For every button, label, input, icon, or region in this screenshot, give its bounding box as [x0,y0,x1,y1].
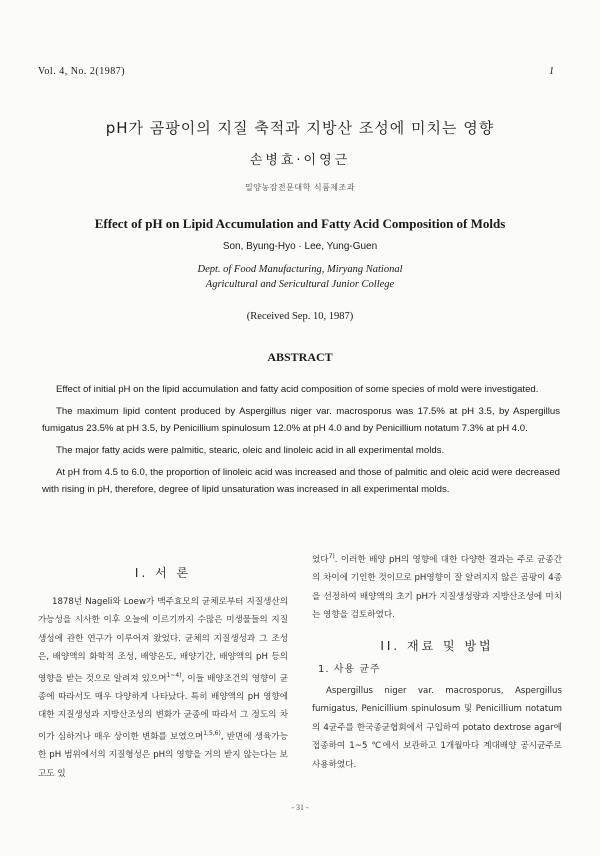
received-date: (Received Sep. 10, 1987) [246,311,354,322]
korean-authors: 손병효·이영근 [249,153,351,168]
methods-heading: II. 재료 및 방법 [380,638,494,653]
intro-text-part-3: , 반면에 생육가능한 pH 범위에서의 지질형성은 pH의 영향을 거의 받지 않는다는 보고도 있 [38,731,289,779]
strains-subheading: 1. 사용 균주 [318,664,381,676]
korean-affiliation: 밀양농잠전문대학 식품제조과 [244,183,355,192]
english-title: Effect of pH on Lipid Accumulation and Fatty Acid Composition of Molds [94,216,506,231]
right-column [312,548,562,774]
abstract-paragraph: Effect of initial pH on the lipid accumulation and fatty acid composition of some species of mold were investigated. [56,384,539,395]
abstract-paragraph: The maximum lipid content produced by Aspergillus niger var. macrosporus was 17.5% at pH 3.5, by Aspergillus fumigatus 23.5% at pH 3.5, by Penicillium spinulosum 12.0% at pH 4.0 and by Penicillium notatum 7.3% at pH 4.0. [42,406,560,434]
english-authors: Son, Byung-Hyo · Lee, Yung-Guen [222,241,378,252]
abstract-body [42,381,560,503]
intro-text-part-2: , 이들 배양조건의 영향이 균종에 따라서도 매우 다양하게 나타났다. 특히 배양액의 pH 영향에 대한 지질생성과 지방산조성의 변화가 균종에 따라서 그 정도의 차이가 심하거나 매우 상이한 변화를 보였으며 [38,673,288,742]
intro-text-part-1: 1878년 Nageli와 Loew가 맥주효모의 균체로부터 지질생산의 가능성을 시사한 이후 오늘에 이르기까지 수많은 미생물들의 지질생성에 관한 연구가 이루어져 왔었다. 균체의 지질생성과 그 조성은, 배양액의 화학적 조성, 배양온도, 배양기간, 배양액의 pH 등의 영향을 받는 것으로 알려져 있으며 [38,596,288,684]
citation-ref: 1,5,6) [203,729,221,737]
intro-cont-text-1: 었다 [312,554,329,565]
abstract-paragraph: At pH from 4.5 to 6.0, the proportion of linoleic acid was increased and those of palmitic and oleic acid were decreased with rising in pH, therefore, degree of lipid unsaturation was increased in all experimental molds. [42,467,560,495]
running-head: Vol. 4, No. 2(1987) [38,66,126,77]
page-footer-number: - 31 - [291,803,309,812]
english-affiliation-line-2: Agricultural and Sericultural Junior College [205,279,395,290]
left-column [38,548,288,783]
introduction-heading: I. 서 론 [134,566,192,580]
citation-ref: 1~4) [166,671,182,679]
english-affiliation-line-1: Dept. of Food Manufacturing, Miryang National [197,264,403,275]
abstract-heading: ABSTRACT [267,350,333,364]
abstract-paragraph: The major fatty acids were palmitic, stearic, oleic and linoleic acid in all experimental molds. [56,445,445,456]
page-number: 1 [549,66,554,77]
korean-title: pH가 곰팡이의 지질 축적과 지방산 조성에 미치는 영향 [105,119,495,137]
citation-ref: 7) [328,553,335,560]
introduction-continuation [312,548,562,625]
introduction-paragraph [38,593,288,784]
intro-cont-text-2: . 이러한 배양 pH의 영향에 대한 다양한 결과는 주로 균종간의 차이에 기인한 것이므로 pH영향이 잘 알려지지 않은 곰팡이 4종을 선정하여 배양액의 초기 pH가 지질생성량과 지방산조성에 미치는 영향을 검토하였다. [312,554,562,621]
strains-paragraph: Aspergillus niger var. macrosporus, Aspergillus fumigatus, Penicillium spinulosum 및 Penicillium notatum의 4균주를 한국종균협회에서 구입하여 potato dextrose agar에 접종하여 1~5 ℃에서 보관하고 1개월마다 계대배양 공시균주로 사용하였다. [312,685,562,770]
